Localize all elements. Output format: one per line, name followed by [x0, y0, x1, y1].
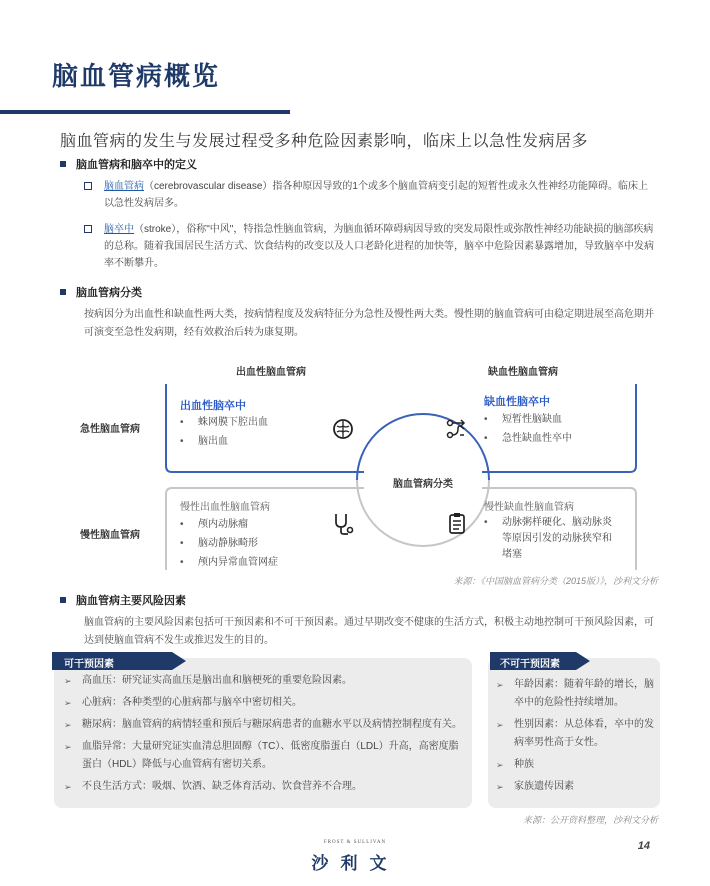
logo-small-text: FROST & SULLIVAN — [323, 840, 387, 845]
section-heading-definition: 脑血管病和脑卒中的定义 — [60, 156, 197, 172]
tr-title: 缺血性脑卒中 — [484, 396, 550, 408]
section-heading-risk: 脑血管病主要风险因素 — [60, 592, 186, 608]
list-item: • 颅内动脉瘤 — [176, 515, 278, 534]
keyword-link[interactable]: 脑卒中 — [104, 224, 134, 235]
list-item: ➢ 糖尿病：脑血管病的病情轻重和预后与糖尿病患者的血糖水平以及病情控制程度有关。 — [64, 716, 464, 734]
bl-list — [176, 515, 278, 572]
stethoscope-icon — [332, 512, 354, 536]
list-item: ➢ 不良生活方式：吸烟、饮酒、缺乏体育活动、饮食营养不合理。 — [64, 778, 464, 796]
clipboard-icon — [448, 512, 466, 534]
list-item: ➢ 年龄因素：随着年龄的增长，脑卒中的危险性持续增加。 — [496, 676, 656, 712]
list-item: • 急性缺血性卒中 — [480, 429, 572, 448]
definition-item-cerebrovascular: 脑血管病（cerebrovascular disease）指各种原因导致的1个或多个脑血管病变引起的短暂性或永久性神经功能障碍。临床上以急性发病居多。 — [84, 178, 654, 212]
column-head-hemorrhagic: 出血性脑血管病 — [236, 367, 306, 378]
controllable-list — [64, 672, 464, 800]
list-item: • 蛛网膜下腔出血 — [176, 413, 268, 432]
brain-icon — [332, 418, 354, 440]
center-label: 脑血管病分类 — [393, 479, 453, 490]
uncontrollable-tag: 不可干预因素 — [500, 659, 560, 670]
list-item: • 动脉粥样硬化、脑动脉炎等原因引发的动脉狭窄和堵塞 — [480, 515, 620, 563]
section-heading-classification: 脑血管病分类 — [60, 284, 142, 300]
list-item: ➢ 高血压：研究证实高血压是脑出血和脑梗死的重要危险因素。 — [64, 672, 464, 690]
list-item: • 颅内异常血管网症 — [176, 553, 278, 572]
br-title: 慢性缺血性脑血管病 — [484, 502, 574, 513]
page-subtitle: 脑血管病的发生与发展过程受多种危险因素影响，临床上以急性发病居多 — [60, 133, 589, 150]
page-number: 14 — [637, 840, 650, 852]
classification-paragraph: 按病因分为出血性和缺血性两大类，按病情程度及发病特征分为急性及慢性两大类。慢性期的脑血管病可由稳定期进展至高危期并可演变至急性发病期，经有效救治后转为康复期。 — [84, 309, 654, 338]
bl-title: 慢性出血性脑血管病 — [180, 502, 270, 513]
row-head-acute: 急性脑血管病 — [80, 424, 140, 435]
keyword-link[interactable]: 脑血管病 — [104, 181, 144, 192]
list-item: • 脑动静脉畸形 — [176, 534, 278, 553]
list-item: ➢ 血脂异常：大量研究证实血清总胆固醇（TC）、低密度脂蛋白（LDL）升高，高密度脂蛋白（HDL）降低与心血管病有密切关系。 — [64, 738, 464, 774]
logo: 沙利文 — [311, 854, 399, 873]
tl-list — [176, 413, 268, 451]
controllable-tag: 可干预因素 — [64, 659, 114, 670]
diagram-source: 来源：《中国脑血管病分类（2015版）》，沙利文分析 — [453, 576, 658, 586]
br-list — [480, 515, 620, 563]
list-item: ➢ 性别因素：从总体看，卒中的发病率男性高于女性。 — [496, 716, 656, 752]
list-item: ➢ 种族 — [496, 756, 656, 774]
column-head-ischemic: 缺血性脑血管病 — [488, 367, 558, 378]
row-head-chronic: 慢性脑血管病 — [80, 530, 140, 541]
arrows-icon — [446, 418, 468, 440]
center-circle-top — [357, 414, 489, 480]
page-title: 脑血管病概览 — [52, 61, 221, 91]
list-item: ➢ 心脏病：各种类型的心脏病都与脑卒中密切相关。 — [64, 694, 464, 712]
square-bullet-icon — [60, 597, 66, 603]
risk-paragraph: 脑血管病的主要风险因素包括可干预因素和不可干预因素。通过早期改变不健康的生活方式，积极主动地控制可干预风险因素，可达到使脑血管病不发生或推迟发生的目的。 — [84, 617, 654, 646]
tr-list — [480, 410, 572, 448]
definition-item-stroke: 脑卒中（stroke），俗称"中风"，特指急性脑血管病，为脑血循环障碍病因导致的突发局限性或弥散性神经功能缺损的脑部疾病的总称。随着我国居民生活方式、饮食结构的改变以及人口老龄化进程的加快等，脑卒中危险因素暴露增加，导致脑卒中发病率不断攀升。 — [84, 221, 654, 272]
list-item: ➢ 家族遗传因素 — [496, 778, 656, 796]
list-item: • 脑出血 — [176, 432, 268, 451]
tl-title: 出血性脑卒中 — [180, 400, 246, 412]
uncontrollable-list — [496, 676, 656, 800]
risk-source: 来源：公开资料整理，沙利文分析 — [522, 815, 658, 825]
list-item: • 短暂性脑缺血 — [480, 410, 572, 429]
